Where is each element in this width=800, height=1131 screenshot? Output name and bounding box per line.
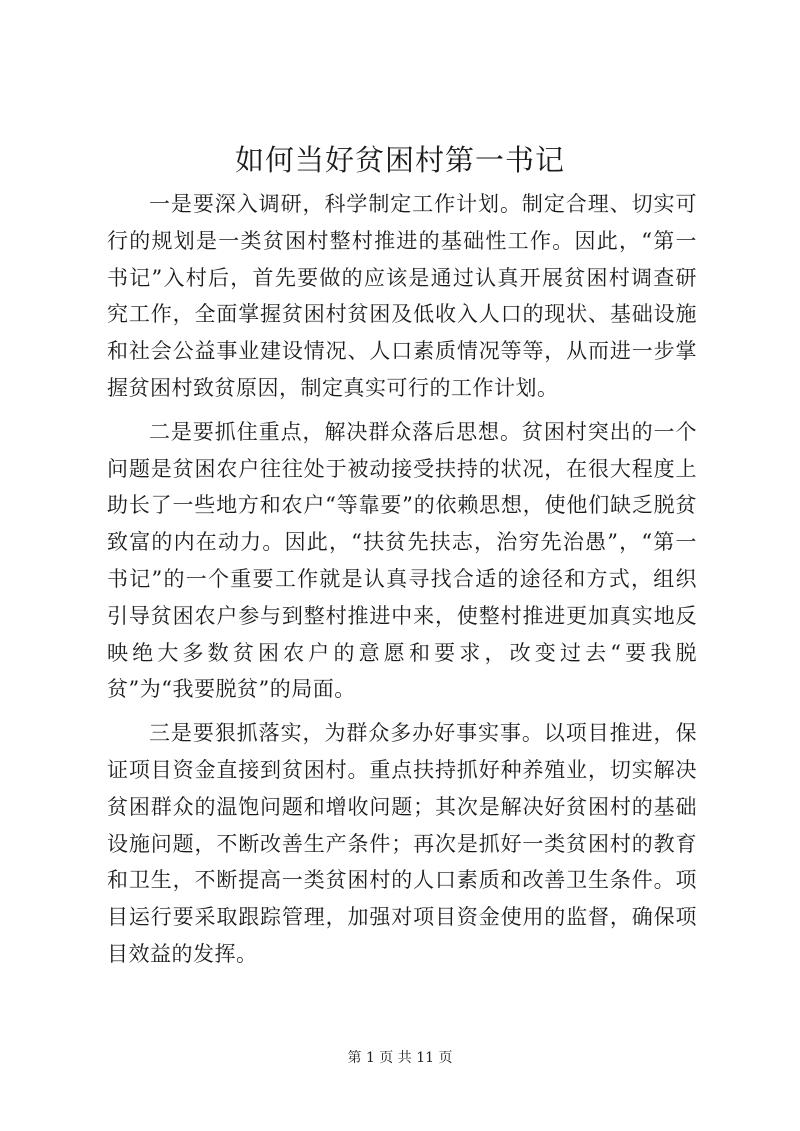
paragraph-1: 一是要深入调研，科学制定工作计划。制定合理、切实可行的规划是一类贫困村整村推进的基础性工作。因此，“第一书记”入村后，首先要做的应该是通过认真开展贫困村调查研究工作，全面掌握贫困村贫困及低收入人口的现状、基础设施和社会公益事业建设情况、人口素质情况等等，从而进一步掌握贫困村致贫原因，制定真实可行的工作计划。 <box>107 192 697 400</box>
paragraph-2: 二是要抓住重点，解决群众落后思想。贫困村突出的一个问题是贫困农户往往处于被动接受扶持的状况，在很大程度上助长了一些地方和农户“等靠要”的依赖思想，使他们缺乏脱贫致富的内在动力。因此，“扶贫先扶志，治穷先治愚”，“第一书记”的一个重要工作就是认真寻找合适的途径和方式，组织引导贫困农户参与到整村推进中来，使整村推进更加真实地反映绝大多数贫困农户的意愿和要求，改变过去“要我脱贫”为“我要脱贫”的局面。 <box>107 419 697 702</box>
document-body <box>107 186 697 980</box>
document-title: 如何当好贫困村第一书记 <box>234 143 565 177</box>
page-footer: 第 1 页 共 11 页 <box>347 1050 453 1066</box>
paragraph-3: 三是要狠抓落实，为群众多办好事实事。以项目推进，保证项目资金直接到贫困村。重点扶持抓好种养殖业，切实解决贫困群众的温饱问题和增收问题；其次是解决好贫困村的基础设施问题，不断改善生产条件；再次是抓好一类贫困村的教育和卫生，不断提高一类贫困村的人口素质和改善卫生条件。项目运行要采取跟踪管理，加强对项目资金使用的监督，确保项目效益的发挥。 <box>107 721 697 966</box>
